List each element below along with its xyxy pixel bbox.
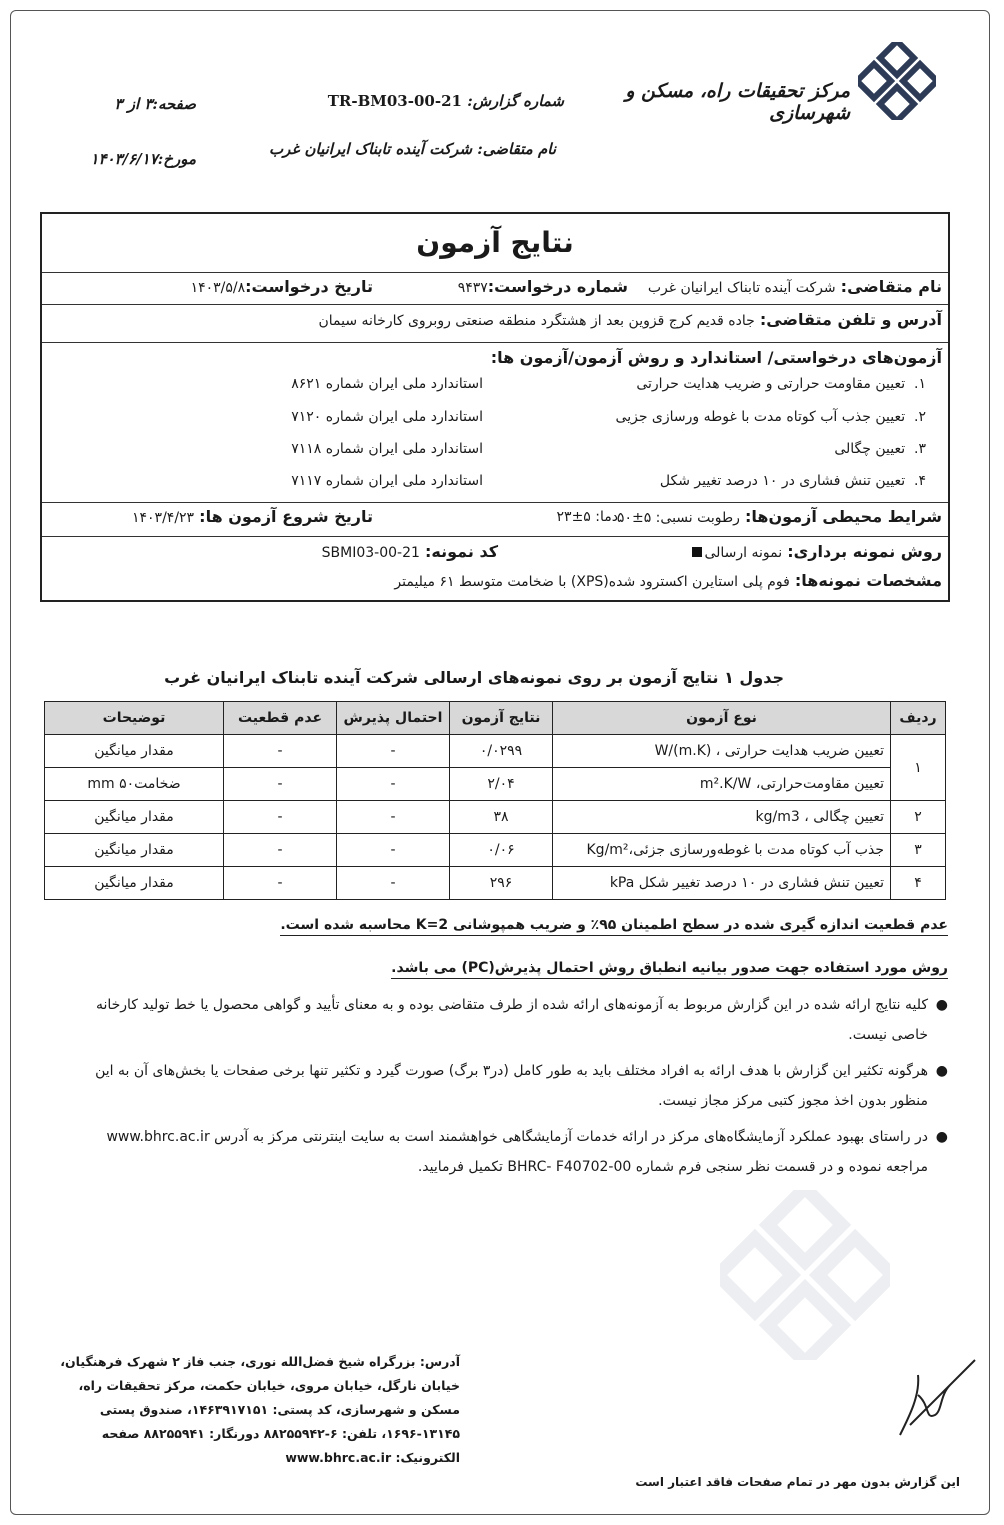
footer-address: آدرس: بزرگراه شیخ فضل‌الله نوری، جنب فاز ۲ شهرک فرهنگیان، خیابان نارگل، خیابان مروی، خیابان حکمت، مرکز تحقیقات راه، مسکن و شهرسازی، کد پستی: ۱۴۶۳۹۱۷۱۵۱، صندوق پستی ۱۶۹۶-۱۳۱۴۵، تلفن: ۶-۸۸۲۵۵۹۴۲ دورنگار: ۸۸۲۵۵۹۴۱ صفحه الکترونیک: www.bhrc.ac.ir: [60, 1354, 460, 1465]
test-item: ۳. تعیین چگالی: [834, 441, 926, 457]
table-row: [45, 768, 946, 801]
test-standard: استاندارد ملی ایران شماره ۷۱۲۰: [291, 409, 483, 425]
table-header-row: [45, 702, 946, 735]
header-applicant: نام متقاضی: شرکت آینده تابناک ایرانیان غرب: [269, 140, 556, 158]
table-row: [45, 867, 946, 900]
header-date: مورخ:۱۴۰۳/۶/۱۷: [90, 150, 196, 168]
table-row: [45, 735, 946, 768]
list-item: ● کلیه نتایج ارائه شده در این گزارش مربوط به آزمونه‌های ارائه شده از طرف متقاضی بوده و به معنای تأیید و گواهی محصول یا خط تولید کارخانه خاصی نیست.: [68, 990, 948, 1050]
sample-spec: مشخصات نمونه‌ها: فوم پلی استایرن اکسترود شده(XPS) با ضخامت متوسط ۶۱ میلیمتر: [394, 571, 942, 590]
logo-icon: [858, 42, 936, 120]
info-request-number: شماره درخواست:۹۴۳۷: [457, 277, 628, 296]
cell-acceptance: -: [337, 801, 450, 834]
pc-note: روش مورد استفاده جهت صدور بیانیه انطباق روش احتمال پذیرش(PC) می باشد.: [391, 960, 948, 979]
env-conditions: شرایط محیطی آزمون‌ها: رطوبت نسبی: ۵±۵۰: [616, 507, 942, 526]
cell-row: ۴: [891, 867, 946, 900]
cell-result: ۳۸: [450, 801, 553, 834]
results-table: [44, 701, 946, 900]
table-caption: جدول ۱ نتایج آزمون بر روی نمونه‌های ارسالی شرکت آینده تابناک ایرانیان غرب: [164, 668, 784, 687]
checkbox-checked-icon: [692, 547, 702, 557]
cell-test: تعیین چگالی ، kg/m3: [553, 801, 891, 834]
col-row: ردیف: [891, 702, 946, 735]
cell-result: ۰/۰۲۹۹: [450, 735, 553, 768]
test-item: ۲. تعیین جذب آب کوتاه مدت با غوطه ورسازی جزیی: [615, 409, 926, 425]
cell-description: ضخامت۵۰ mm: [45, 768, 224, 801]
cell-acceptance: -: [337, 735, 450, 768]
test-standard: استاندارد ملی ایران شماره ۷۱۱۷: [291, 473, 483, 489]
cell-test: تعیین مقاومت‌حرارتی، m².K/W: [553, 768, 891, 801]
test-item: ۱. تعیین مقاومت حرارتی و ضریب هدایت حرارتی: [636, 376, 926, 392]
cell-description: مقدار میانگین: [45, 735, 224, 768]
col-description: توضیحات: [45, 702, 224, 735]
cell-acceptance: -: [337, 768, 450, 801]
cell-result: ۲/۰۴: [450, 768, 553, 801]
table-row: [45, 801, 946, 834]
test-standard: استاندارد ملی ایران شماره ۸۶۲۱: [291, 376, 483, 392]
start-date: تاریخ شروع آزمون ها: ۱۴۰۳/۴/۲۳: [132, 507, 373, 526]
cell-acceptance: -: [337, 867, 450, 900]
cell-uncertainty: -: [224, 867, 337, 900]
cell-uncertainty: -: [224, 735, 337, 768]
cell-row: ۲: [891, 801, 946, 834]
info-address: آدرس و تلفن متقاضی: جاده قدیم کرج قزوین بعد از هشتگرد منطقه صنعتی روبروی کارخانه سیمان: [318, 310, 942, 329]
bullet-icon: ●: [935, 997, 948, 1013]
test-item: ۴. تعیین تنش فشاری در ۱۰ درصد تغییر شکل: [659, 473, 926, 489]
info-request-date: تاریخ درخواست:۱۴۰۳/۵/۸: [190, 277, 373, 296]
sample-code: کد نمونه: SBMI03-00-21: [321, 542, 498, 561]
signature: [880, 1355, 980, 1445]
watermark-icon: [720, 1190, 890, 1360]
col-uncertainty: عدم قطعیت: [224, 702, 337, 735]
cell-acceptance: -: [337, 834, 450, 867]
page-title: نتایج آزمون: [416, 226, 574, 259]
cell-row: ۱: [891, 735, 946, 801]
table-row: [45, 834, 946, 867]
cell-row: ۳: [891, 834, 946, 867]
uncertainty-note: عدم قطعیت اندازه گیری شده در سطح اطمینان ۹۵٪ و ضریب همپوشانی K=2 محاسبه شده است.: [280, 917, 948, 936]
cell-description: مقدار میانگین: [45, 834, 224, 867]
test-standard: استاندارد ملی ایران شماره ۷۱۱۸: [291, 441, 483, 457]
info-applicant: نام متقاضی: شرکت آینده تابناک ایرانیان غرب: [647, 277, 942, 296]
disclaimer-list: [68, 990, 948, 1182]
report-number: شماره گزارش: TR-BM03-00-21: [327, 92, 564, 110]
tests-heading: آزمون‌های درخواستی/ استاندارد و روش آزمون/آزمون ها:: [490, 348, 942, 367]
cell-uncertainty: -: [224, 834, 337, 867]
center-name: مرکز تحقیقات راه، مسکن و شهرسازی: [625, 80, 850, 124]
bullet-icon: ●: [935, 1129, 948, 1145]
logo: [858, 42, 936, 120]
cell-result: ۲۹۶: [450, 867, 553, 900]
cell-test: تعیین ضریب هدایت حرارتی ، W/(m.K): [553, 735, 891, 768]
page-number: صفحه:۳ از ۳: [114, 95, 196, 113]
list-item: ● هرگونه تکثیر این گزارش با هدف ارائه به افراد مختلف باید به طور کامل (در۳ برگ) صورت گیرد و تکثیر تنها برخی صفحات یا بخش‌های آن به این منظور بدون اخذ مجوز کتبی مرکز مجاز نیست.: [68, 1056, 948, 1116]
sampling-method: روش نمونه برداری: نمونه ارسالی: [692, 542, 942, 561]
signature-icon: [880, 1355, 980, 1445]
cell-test: تعیین تنش فشاری در ۱۰ درصد تغییر شکل kPa: [553, 867, 891, 900]
col-acceptance: احتمال پذیرش: [337, 702, 450, 735]
env-temp: دما: ۵±۲۳: [556, 509, 618, 525]
col-test: نوع آزمون: [553, 702, 891, 735]
cell-uncertainty: -: [224, 801, 337, 834]
cell-description: مقدار میانگین: [45, 801, 224, 834]
cell-description: مقدار میانگین: [45, 867, 224, 900]
validity-note: این گزارش بدون مهر در تمام صفحات فاقد اعتبار است: [635, 1475, 960, 1489]
cell-result: ۰/۰۶: [450, 834, 553, 867]
info-box: [40, 212, 950, 602]
list-item: ● در راستای بهبود عملکرد آزمایشگاه‌های مرکز در ارائه خدمات آزمایشگاهی خواهشمند است به سایت اینترنتی مرکز به آدرس www.bhrc.ac.ir مراجعه نموده و در قسمت نظر سنجی فرم شماره BHRC- F40702-00 تکمیل فرمایید.: [68, 1122, 948, 1182]
cell-test: جذب آب کوتاه مدت با غوطه‌ورسازی جزئی،Kg/m²: [553, 834, 891, 867]
logo-watermark: [720, 1190, 890, 1360]
bullet-icon: ●: [935, 1063, 948, 1079]
col-result: نتایج آزمون: [450, 702, 553, 735]
cell-uncertainty: -: [224, 768, 337, 801]
